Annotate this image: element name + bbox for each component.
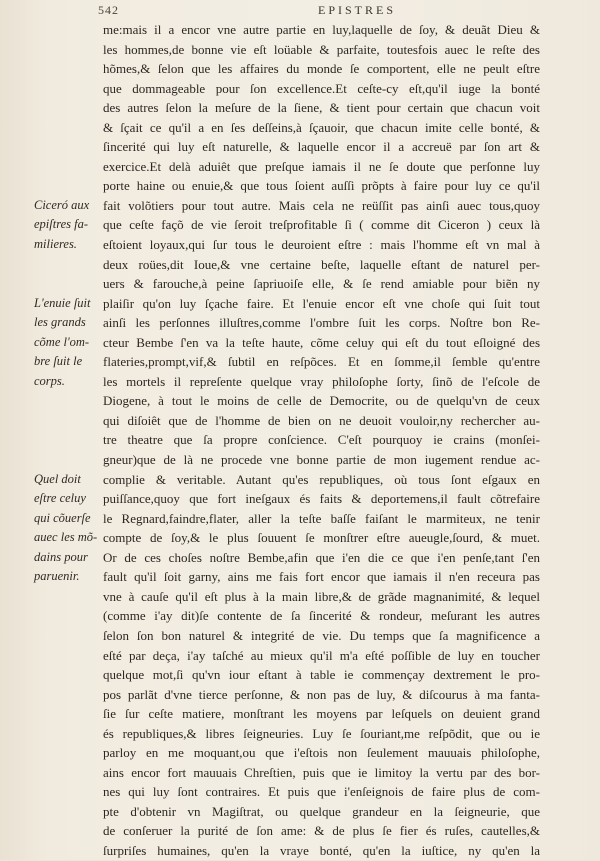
text-line: complie & veritable. Autant qu'es republiques, où tous ſont eſgaux en (103, 471, 540, 487)
text-line: flateries,prompt,vif,& ſubtil en reſpõces. Et en ſomme,il ſemble qu'entre (103, 354, 540, 370)
text-line: pte d'obtenir vn Magiſtrat, ou quelque grandeur en la ſeigneurie, que (103, 803, 540, 819)
marginal-note-line: corps. (34, 373, 65, 388)
text-line: plaiſir qu'on luy ſçache faire. Et l'enuie encor eſt vne choſe qui ſuit tout (103, 295, 540, 311)
marginal-note-line: Quel doit (34, 471, 81, 486)
marginal-note-line: L'enuie ſuit (34, 295, 91, 310)
text-line: & ſçait ce qu'il a en ſes deſſeins,à ſçauoir, que chacun imite celle bonté, & (103, 119, 540, 135)
text-line: quelque mot,ſi qu'vn iour eſtant à table ie commençay dextrement le pro- (103, 667, 540, 683)
text-line: uers & farouche,à peine ſapriuoiſe elle, & ſe rend amiable pour biẽn ny (103, 276, 540, 292)
text-line: ſurpriſes humaines, qu'en la vraye bonté, qu'en la iuſtice, ny qu'en la (103, 842, 540, 858)
text-line: pos parlãt d'vne tierce perſonne, & non pas de luy, & diſcourus à ma fanta- (103, 686, 540, 702)
marginal-note-line: milieres. (34, 237, 77, 252)
body-text (103, 20, 540, 861)
marginal-note-line: epiſtres fa- (34, 217, 89, 232)
text-line: ainſi les perſonnes illuſtres,comme l'ombre ſuit les corps. Noſtre bon Re- (103, 315, 540, 331)
text-line: que dommageable pour ſon excellence.Et ceſte-cy eſt,qu'il iuge la bonté (103, 80, 540, 96)
text-line: eſtoient loyaux,qui ſur tous le deuroient eſtre : mais l'homme eſt vn mal à (103, 237, 540, 253)
text-line: ſelon ſon bon naturel & integrité de vie. Du temps que ſa magnificence a (103, 627, 540, 643)
text-line: tre theatre que ſa propre conſcience. C'eſt pourquoy ie crains (monſei- (103, 432, 540, 448)
text-line: ains encor fort mauuais Chreſtien, puis que ie limitoy la vertu par des bor- (103, 764, 540, 780)
marginal-note-line: eſtre celuy (34, 491, 86, 506)
marginal-note (34, 196, 89, 255)
marginal-note-line: qui cõuerſe (34, 510, 91, 525)
marginal-note-line: paruenir. (34, 569, 80, 584)
text-line: deux roües,dit Ioue,& vne certaine beſte, laquelle eſtant de naturel per- (103, 256, 540, 272)
text-line: fait volõtiers pour tout autre. Mais cela ne reüſſit pas ainſi auec tous,quoy (103, 197, 540, 213)
text-line: vne à cauſe qu'il eſt plus à la main libre,& de grãde magnanimité, & lequel (103, 588, 540, 604)
marginal-note (34, 294, 91, 392)
text-line: des autres ſelon la meſure de la ſiene, & tient pour certain que chacun voit (103, 100, 540, 116)
text-line: (comme i'ay dit)ſe contente de ſa ſincerité & rondeur, meſurant les autres (103, 608, 540, 624)
text-line: les mortels il repreſente quelque vray philoſophe ſorty, ſinõ de l'eſcole de (103, 373, 540, 389)
text-line: Diogene, à tout le moins de celle de Democrite, ou de quelqu'vn de ceux (103, 393, 540, 409)
text-line: hõmes,& ſelon que les affaires du monde ſe comportent, elle ne peult eſtre (103, 61, 540, 77)
marginal-note-line: les grands (34, 315, 86, 330)
text-line: ſie ſur ceſte matiere, monſtrant les moyens par leſquels on deuient grand (103, 706, 540, 722)
text-line: puiſſance,quoy que fort ineſgaux és faits & deportemens,il fault cõtrefaire (103, 491, 540, 507)
marginal-note-line: Ciceró aux (34, 197, 90, 212)
text-line: cteur Bembe ſ'en va la teſte haute, cõme celuy qui eſt du tout eſloigné des (103, 334, 540, 350)
text-line: ſincerité qui luy eſt naturelle, & laquelle encor il a accreuë par ſon art & (103, 139, 540, 155)
text-line: Or de ces choſes noſtre Bembe,afin que i'en die ce que i'en penſe,tant ſ'en (103, 549, 540, 565)
text-line: nes qui luy ſont contraires. Et puis que i'enſeignois de faire plus de com- (103, 784, 540, 800)
running-head: EPISTRES (318, 3, 397, 17)
text-line: gneur)que de là ne procede vne bonne partie de mon iugement rendue ac- (103, 452, 540, 468)
text-line: que ceſte façõ de vie ſeroit treſprofitable ſi ( comme dit Ciceron ) ceux là (103, 217, 540, 233)
page-header (0, 3, 600, 19)
text-line: me:mais il a encor vne autre partie en luy,laquelle de ſoy, & deuãt Dieu & (103, 22, 540, 37)
text-line: parloy en me moquant,ou que i'eſtois non ſeulement mauuais philoſophe, (103, 745, 540, 761)
text-line: exercice.Et delà aduiêt que preſque iamais il ne ſe doute que perſonne luy (103, 158, 540, 174)
marginal-note-line: cõme l'om- (34, 334, 90, 349)
text-line: les hommes,de bonne vie eſt loüable & parfaite, toutesfois auec le reſte des (103, 41, 540, 57)
text-line: eſté par deça, i'ay taſché au mieux qu'il m'a eſté poſſible de luy en toucher (103, 647, 540, 663)
text-line: le Regnard,faindre,flater, aller la teſte baſſe faiſant le marmiteux, ne tenir (103, 510, 540, 526)
text-line: fault qu'il ſoit garny, ains me fais fort encor que iamais il n'en receura pas (103, 569, 540, 585)
page-number: 542 (98, 3, 119, 17)
marginal-note-line: dains pour (34, 549, 88, 564)
text-line: de conſeruer la purité de ſon ame: & de plus ſe fier és ruſes, cautelles,& (103, 823, 540, 839)
marginal-note-line: auec les mõ- (34, 530, 98, 545)
text-line: és republiques,& libres ſeigneuries. Luy ſe ſouriant,me reſpõdit, que ou ie (103, 725, 540, 741)
marginal-note (34, 470, 97, 587)
text-line: compte de ſoy,& le plus ſouuent ſe monſtrer eſtre aueugle,ſourd, & muet. (103, 530, 540, 546)
marginal-note-line: bre ſuit le (34, 354, 83, 369)
text-line: qui diſoiêt que de l'homme de bien on ne deuoit vouloir,ny rechercher au- (103, 412, 540, 428)
text-line: porte haine ou enuie,& que tous ſoient auſſi prõpts à faire pour luy ce qu'il (103, 178, 540, 194)
